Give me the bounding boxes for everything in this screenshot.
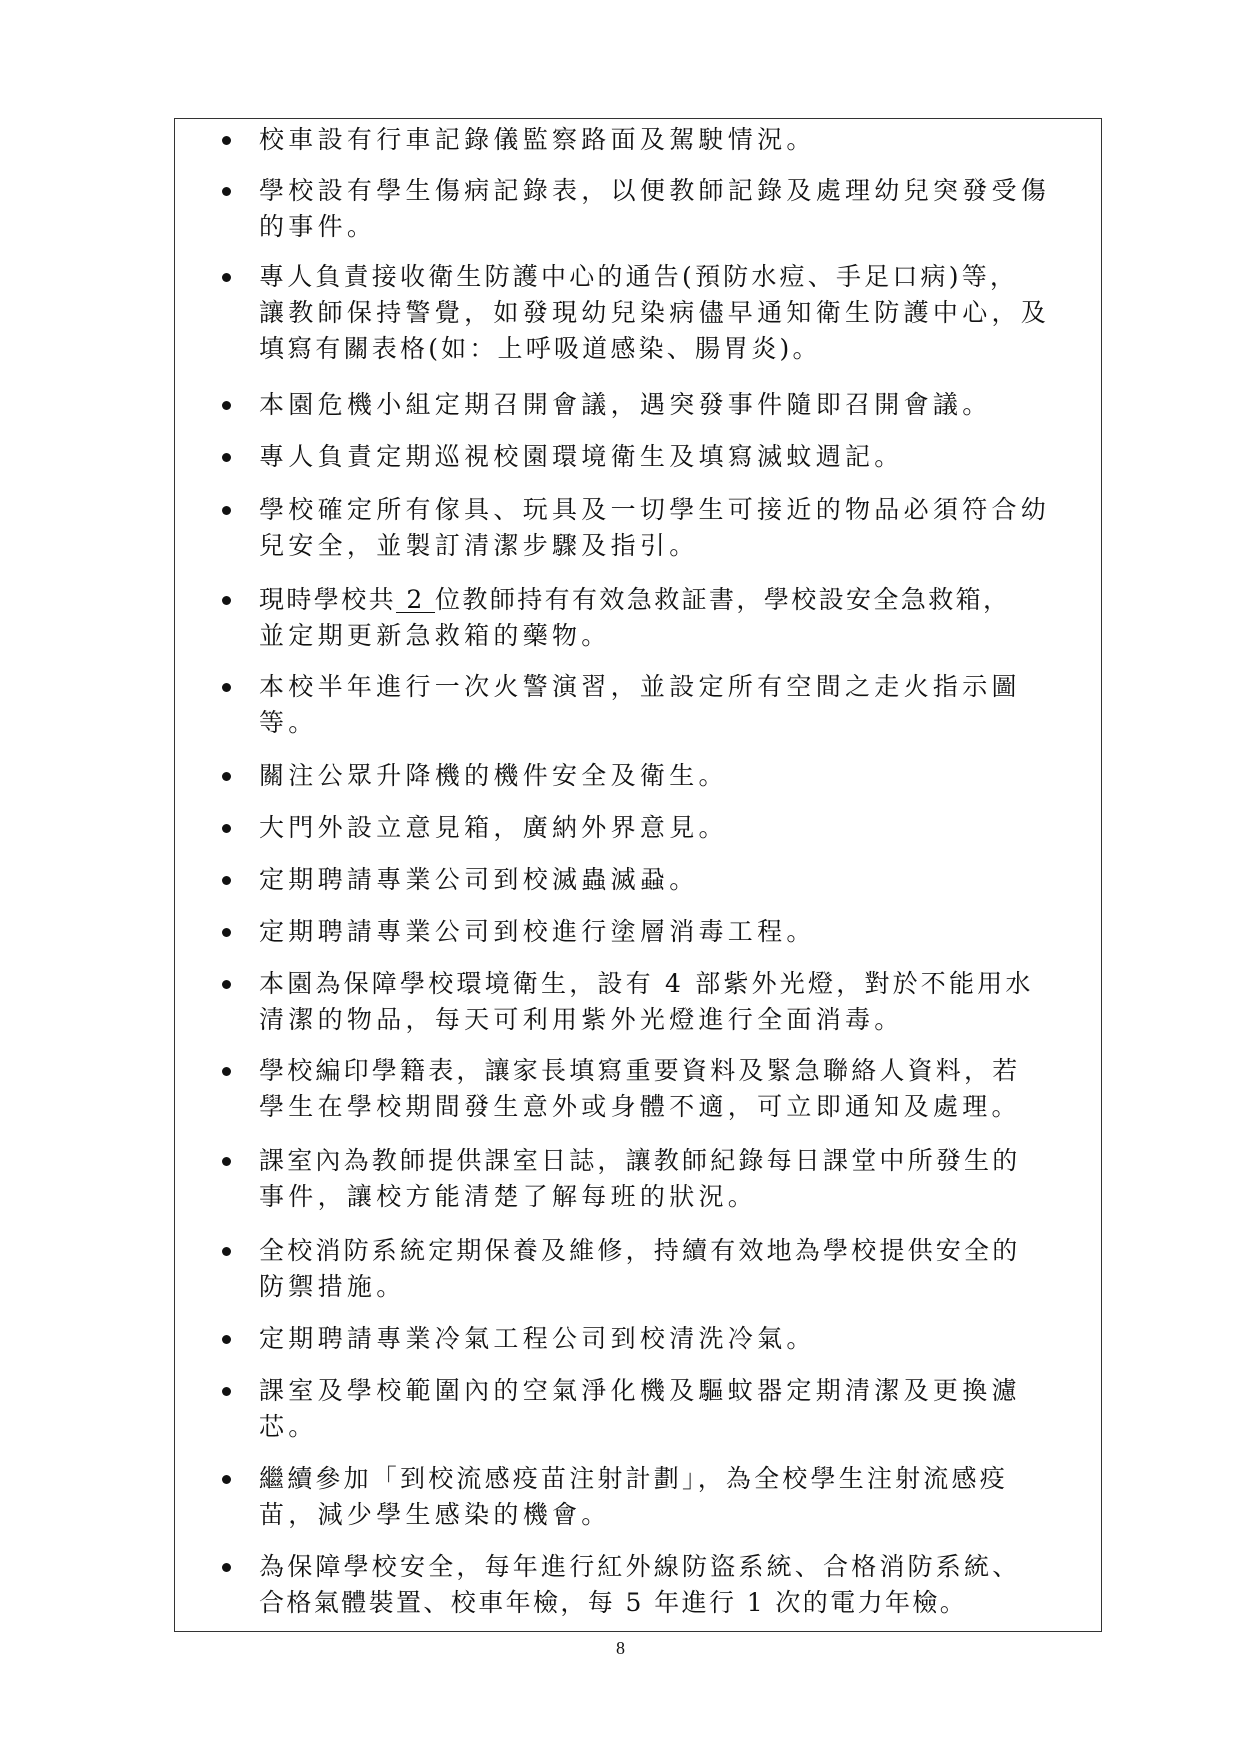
bullet-icon <box>222 506 231 515</box>
bullet-icon <box>222 1247 231 1256</box>
list-item-text: 定期聘請專業冷氣工程公司到校清洗冷氣。 <box>259 1324 816 1353</box>
list-item-text: 課室及學校範圍內的空氣淨化機及驅蚊器定期清潔及更換濾 <box>259 1376 1021 1405</box>
list-item-text: 學校確定所有傢具、玩具及一切學生可接近的物品必須符合幼 <box>259 495 1051 524</box>
list-item-text: 苗，減少學生感染的機會。 <box>259 1500 611 1529</box>
list-item-text: 讓教師保持警覺，如發現幼兒染病儘早通知衛生防護中心，及 <box>259 298 1051 327</box>
list-item-text: 課室內為教師提供課室日誌，讓教師紀錄每日課堂中所發生的 <box>259 1146 1021 1175</box>
list-item-text: 事件，讓校方能清楚了解每班的狀況。 <box>259 1182 758 1211</box>
list-item-text <box>259 585 1010 615</box>
text-segment: 位教師持有有效急救証書，學校設安全急救箱， <box>435 585 1011 614</box>
bullet-icon <box>222 1335 231 1344</box>
list-item-text: 大門外設立意見箱，廣納外界意見。 <box>259 813 728 842</box>
list-item-text: 本園危機小組定期召開會議，遇突發事件隨即召開會議。 <box>259 390 992 419</box>
bullet-icon <box>222 683 231 692</box>
list-item-text: 專人負責定期巡視校園環境衛生及填寫滅蚊週記。 <box>259 442 904 471</box>
list-item-text: 本校半年進行一次火警演習，並設定所有空間之走火指示圖 <box>259 672 1021 701</box>
list-item-text: 關注公眾升降機的機件安全及衛生。 <box>259 761 728 790</box>
page-number: 8 <box>616 1638 625 1658</box>
list-item-text: 芯。 <box>259 1412 318 1441</box>
bullet-icon <box>222 187 231 196</box>
list-item-text: 學校設有學生傷病記錄表，以便教師記錄及處理幼兒突發受傷 <box>259 176 1051 205</box>
list-item-text: 兒安全，並製訂清潔步驟及指引。 <box>259 531 699 560</box>
text-segment: 現時學校共 <box>259 585 397 614</box>
list-item-text: 學校編印學籍表，讓家長填寫重要資料及緊急聯絡人資料，若 <box>259 1056 1021 1085</box>
bullet-icon <box>222 824 231 833</box>
bullet-icon <box>222 136 231 145</box>
list-item-text: 清潔的物品，每天可利用紫外光燈進行全面消毒。 <box>259 1005 904 1034</box>
bullet-icon <box>222 273 231 282</box>
list-item-text: 合格氣體裝置、校車年檢，每 5 年進行 1 次的電力年檢。 <box>259 1588 968 1617</box>
list-item-text: 等。 <box>259 708 318 737</box>
bullet-icon <box>222 980 231 989</box>
list-item-text: 為保障學校安全，每年進行紅外線防盜系統、合格消防系統、 <box>259 1552 1021 1581</box>
list-item-text: 校車設有行車記錄儀監察路面及駕駛情況。 <box>259 125 816 154</box>
list-item-text: 全校消防系統定期保養及維修，持續有效地為學校提供安全的 <box>259 1236 1021 1265</box>
bullet-icon <box>222 1475 231 1484</box>
underlined-count: 2 <box>396 585 436 614</box>
bullet-icon <box>222 1387 231 1396</box>
list-item-text: 定期聘請專業公司到校滅蟲滅蝨。 <box>259 865 699 894</box>
bullet-icon <box>222 876 231 885</box>
list-item-text: 學生在學校期間發生意外或身體不適，可立即通知及處理。 <box>259 1092 1021 1121</box>
list-item-text: 填寫有關表格(如：上呼吸道感染、腸胃炎)。 <box>259 334 821 363</box>
list-item-text: 繼續參加「到校流感疫苗注射計劃」，為全校學生注射流感疫 <box>259 1464 1008 1493</box>
list-item-text: 定期聘請專業公司到校進行塗層消毒工程。 <box>259 917 816 946</box>
bullet-icon <box>222 401 231 410</box>
list-item-text: 本園為保障學校環境衛生，設有 4 部紫外光燈，對於不能用水 <box>259 969 1034 998</box>
list-item-text: 防禦措施。 <box>259 1272 406 1301</box>
bullet-icon <box>222 928 231 937</box>
bullet-icon <box>222 1157 231 1166</box>
list-item-text: 專人負責接收衛生防護中心的通告(預防水痘、手足口病)等， <box>259 262 1019 291</box>
list-item-text: 並定期更新急救箱的藥物。 <box>259 621 611 650</box>
bullet-icon <box>222 596 231 605</box>
bullet-icon <box>222 1563 231 1572</box>
list-item-text: 的事件。 <box>259 212 377 241</box>
bullet-icon <box>222 772 231 781</box>
bullet-icon <box>222 453 231 462</box>
bullet-icon <box>222 1067 231 1076</box>
